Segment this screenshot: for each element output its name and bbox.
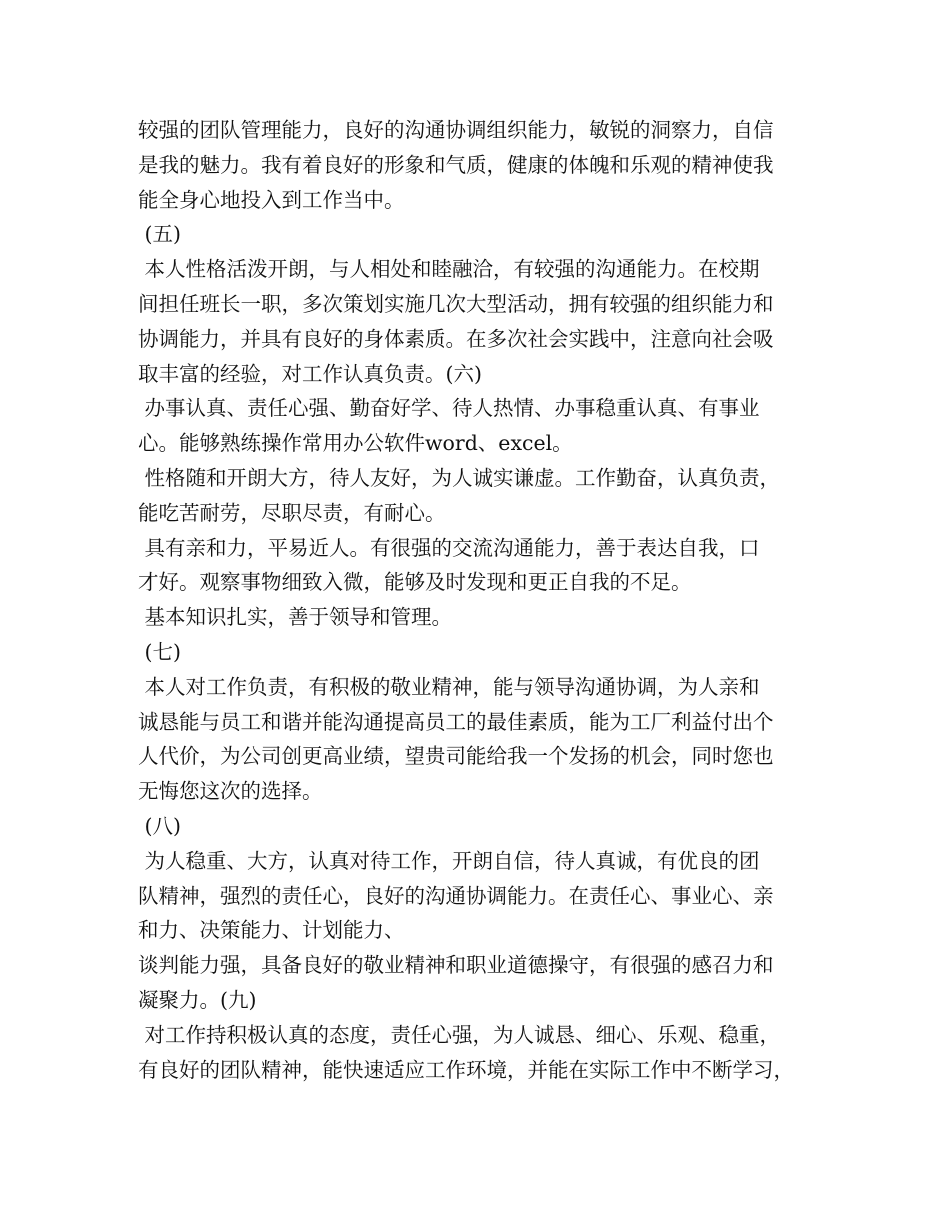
text-line: 心。能够熟练操作常用办公软件word、excel。 bbox=[138, 431, 573, 456]
text-line: 办事认真、责任心强、勤奋好学、待人热情、办事稳重认真、有事业 bbox=[138, 396, 760, 421]
text-line: 有良好的团队精神，能快速适应工作环境，并能在实际工作中不断学习， bbox=[138, 1057, 794, 1082]
text-line: 能吃苦耐劳，尽职尽责，有耐心。 bbox=[138, 500, 446, 525]
text-line: 本人对工作负责，有积极的敬业精神，能与领导沟通协调，为人亲和 bbox=[138, 674, 760, 699]
text-line: 具有亲和力，平易近人。有很强的交流沟通能力，善于表达自我，口 bbox=[138, 535, 760, 560]
text-line: 才好。观察事物细致入微，能够及时发现和更正自我的不足。 bbox=[138, 570, 692, 595]
text-line: 是我的魅力。我有着良好的形象和气质，健康的体魄和乐观的精神使我 bbox=[138, 152, 774, 177]
text-line: 和力、决策能力、计划能力、 bbox=[138, 918, 405, 943]
text-line: 协调能力，并具有良好的身体素质。在多次社会实践中，注意向社会吸 bbox=[138, 326, 774, 351]
text-line: 谈判能力强，具备良好的敬业精神和职业道德操守，有很强的感召力和 bbox=[138, 953, 774, 978]
text-line: 无悔您这次的选择。 bbox=[138, 779, 323, 804]
section-heading: (七) bbox=[138, 639, 182, 664]
text-line: 诚恳能与员工和谐并能沟通提高员工的最佳素质，能为工厂利益付出个 bbox=[138, 709, 774, 734]
text-line: 对工作持积极认真的态度，责任心强，为人诚恳、细心、乐观、稳重， bbox=[138, 1022, 781, 1047]
text-line: 本人性格活泼开朗，与人相处和睦融洽，有较强的沟通能力。在校期 bbox=[138, 257, 760, 282]
text-line: 间担任班长一职，多次策划实施几次大型活动，拥有较强的组织能力和 bbox=[138, 291, 774, 316]
text-line: 凝聚力。(九) bbox=[138, 987, 257, 1012]
text-line: 基本知识扎实，善于领导和管理。 bbox=[138, 605, 453, 630]
text-line: 为人稳重、大方，认真对待工作，开朗自信，待人真诚，有优良的团 bbox=[138, 848, 760, 873]
text-line: 性格随和开朗大方，待人友好，为人诚实谦虚。工作勤奋，认真负责， bbox=[138, 465, 781, 490]
text-line: 能全身心地投入到工作当中。 bbox=[138, 187, 405, 212]
document-body bbox=[138, 113, 828, 1087]
section-heading: (五) bbox=[138, 222, 182, 247]
text-line: 取丰富的经验，对工作认真负责。(六) bbox=[138, 361, 482, 386]
text-line: 较强的团队管理能力，良好的沟通协调组织能力，敏锐的洞察力，自信 bbox=[138, 118, 774, 142]
text-line: 人代价，为公司创更高业绩，望贵司能给我一个发扬的机会，同时您也 bbox=[138, 744, 774, 769]
section-heading: (八) bbox=[138, 813, 182, 838]
text-line: 队精神，强烈的责任心，良好的沟通协调能力。在责任心、事业心、亲 bbox=[138, 883, 774, 908]
